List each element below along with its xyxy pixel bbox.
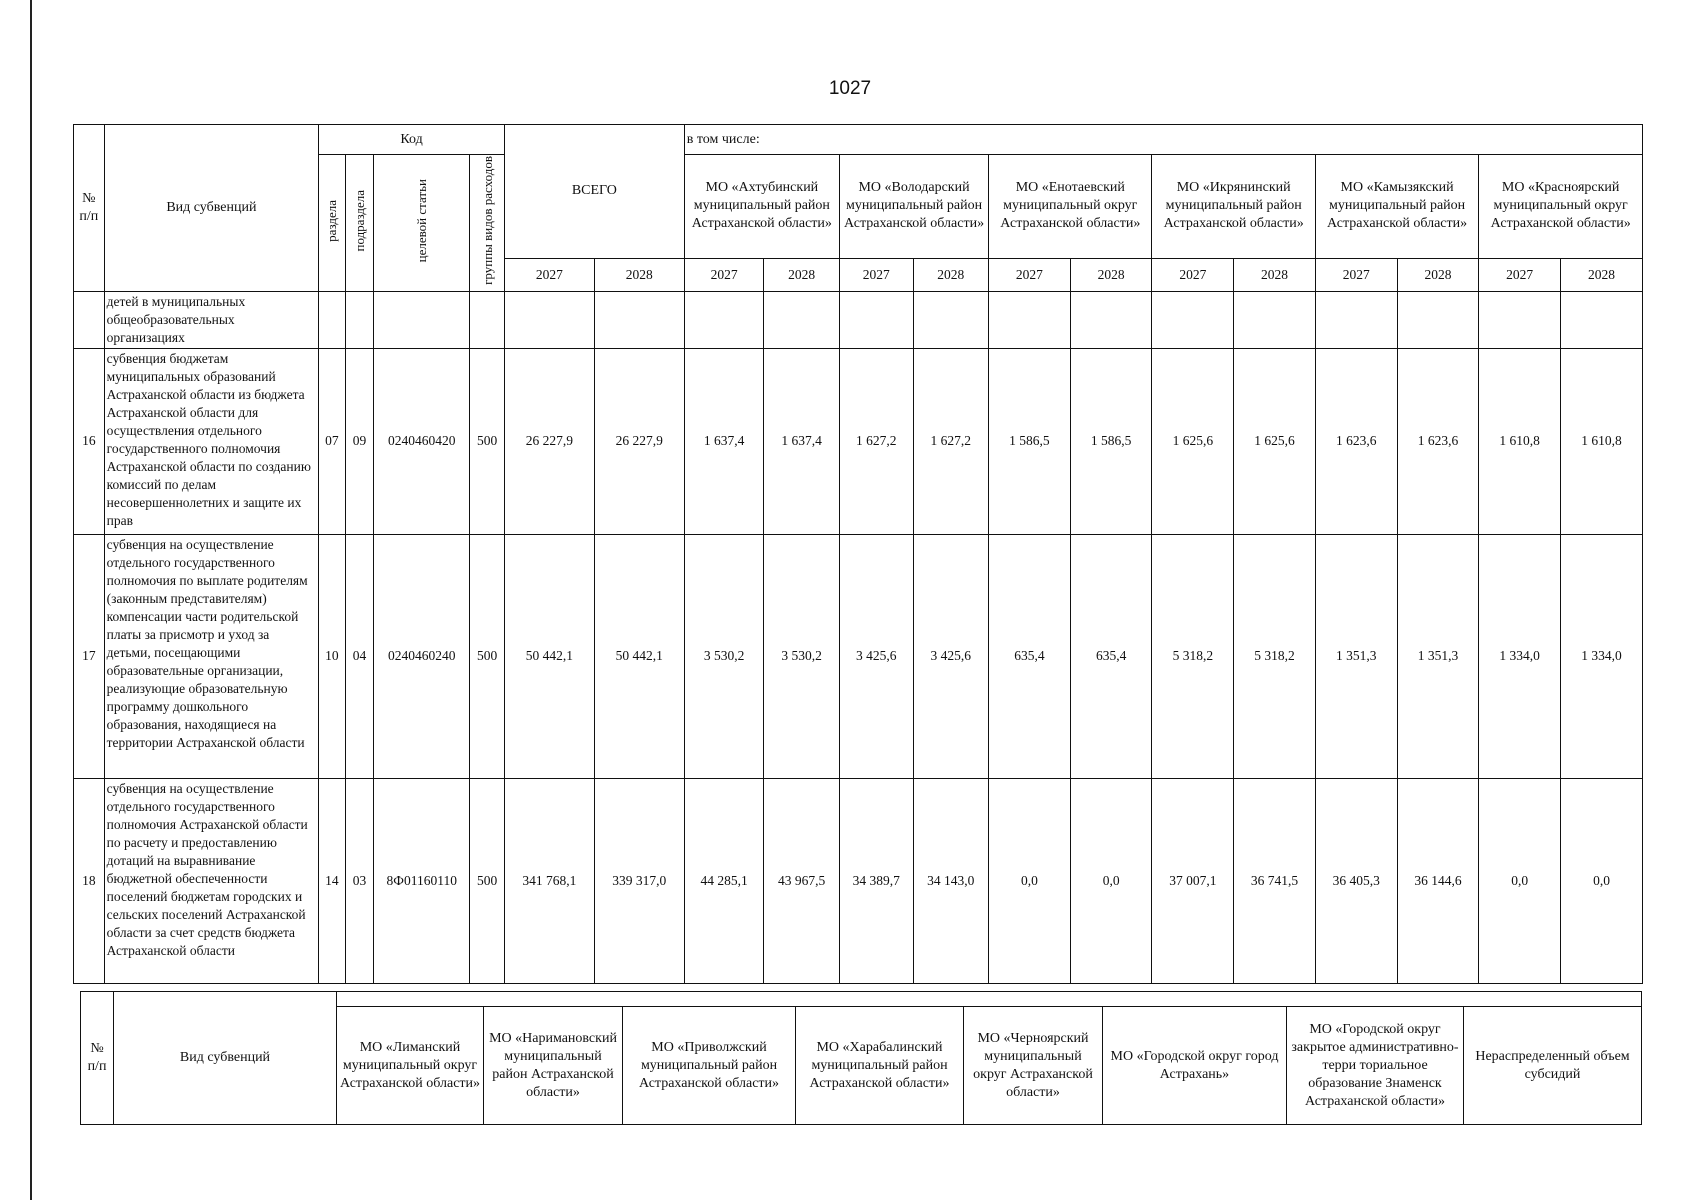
value-cell: 0,0 [1070,778,1152,983]
col-header-num: № п/п [74,125,105,292]
municipality-header: МО «Наримановский муниципальный район Астраханской области» [484,1007,623,1125]
table-row [74,348,1643,534]
row-section: 14 [319,778,346,983]
value-cell: 1 610,8 [1561,348,1643,534]
value-cell: 1 623,6 [1397,348,1479,534]
row-section: 10 [319,534,346,778]
row-target: 0240460420 [374,348,470,534]
year-header: 2028 [1397,258,1479,291]
value-cell: 36 741,5 [1234,778,1316,983]
value-cell: 0,0 [1479,778,1561,983]
col-header-type: Вид субвенций [104,125,318,292]
row-group: 500 [470,778,505,983]
value-cell: 50 442,1 [594,534,684,778]
municipality-header: МО «Городской округ город Астрахань» [1103,1007,1287,1125]
continuation-text: детей в муниципальных общеобразовательных организациях [104,291,318,348]
municipality-header: МО «Городской округ закрытое административно-терри ториальное образование Знаменск Астраханской области» [1287,1007,1464,1125]
year-header: 2028 [1561,258,1643,291]
value-cell: 3 425,6 [913,534,989,778]
year-header: 2027 [504,258,594,291]
year-header: 2028 [764,258,840,291]
value-cell: 1 334,0 [1479,534,1561,778]
value-cell: 635,4 [989,534,1071,778]
value-cell: 5 318,2 [1234,534,1316,778]
municipality-header: МО «Енотаевский муниципальный округ Астраханской области» [989,155,1152,259]
row-group: 500 [470,348,505,534]
year-header: 2027 [1152,258,1234,291]
page-number: 1027 [828,78,872,99]
value-cell: 0,0 [989,778,1071,983]
row-section: 07 [319,348,346,534]
year-header: 2027 [1479,258,1561,291]
value-cell: 3 530,2 [764,534,840,778]
header-strip-row [81,992,1642,1007]
year-header: 2028 [1234,258,1316,291]
municipality-header: МО «Харабалинский муниципальный район Астраханской области» [796,1007,964,1125]
value-cell: 1 625,6 [1234,348,1316,534]
col-header-including: в том числе: [684,125,1642,155]
municipality-header: МО «Икрянинский муниципальный район Астраханской области» [1152,155,1315,259]
value-cell: 1 334,0 [1561,534,1643,778]
col-header-expense-group: группы видов расходов [470,155,505,292]
binding-edge-line [30,0,32,1200]
value-cell: 1 351,3 [1315,534,1397,778]
year-header: 2027 [989,258,1071,291]
value-cell: 3 425,6 [839,534,913,778]
value-cell: 1 637,4 [764,348,840,534]
col-header-section: раздела [319,155,346,292]
value-cell: 37 007,1 [1152,778,1234,983]
value-cell: 3 530,2 [684,534,764,778]
unallocated-volume-header: Нераспределенный объем субсидий [1464,1007,1642,1125]
col-header-target: целевой статьи [374,155,470,292]
value-cell: 26 227,9 [504,348,594,534]
value-cell: 36 405,3 [1315,778,1397,983]
subvention-table-second [80,991,1642,1125]
value-cell: 1 586,5 [989,348,1071,534]
value-cell: 1 627,2 [839,348,913,534]
municipality-header: МО «Ахтубинский муниципальный район Астраханской области» [684,155,839,259]
header-row-1 [74,125,1643,155]
value-cell: 36 144,6 [1397,778,1479,983]
row-group: 500 [470,534,505,778]
value-cell: 0,0 [1561,778,1643,983]
value-cell: 1 637,4 [684,348,764,534]
row-description: субвенция бюджетам муниципальных образований Астраханской области из бюджета Астраханской области для осуществления отдельного государственного полномочия Астраханской области по созданию комиссий по делам несовершеннолетних и защите их прав [104,348,318,534]
value-cell: 50 442,1 [504,534,594,778]
municipality-header: МО «Черноярский муниципальный округ Астраханской области» [964,1007,1103,1125]
col-header-total: ВСЕГО [504,125,684,259]
row-subsection: 09 [345,348,374,534]
year-header: 2028 [913,258,989,291]
year-header: 2028 [1070,258,1152,291]
value-cell: 1 351,3 [1397,534,1479,778]
value-cell: 1 586,5 [1070,348,1152,534]
value-cell: 5 318,2 [1152,534,1234,778]
continuation-row [74,291,1643,348]
value-cell: 1 623,6 [1315,348,1397,534]
value-cell: 339 317,0 [594,778,684,983]
row-target: 0240460240 [374,534,470,778]
col-header-code: Код [319,125,505,155]
value-cell: 635,4 [1070,534,1152,778]
row-description: субвенция на осуществление отдельного государственного полномочия Астраханской области по расчету и предоставлению дотаций на выравнивание бюджетной обеспеченности поселений бюджетам городских и сельских поселений Астраханской области за счет средств бюджета Астраханской области [104,778,318,983]
col-header-type: Вид субвенций [114,992,337,1125]
row-subsection: 04 [345,534,374,778]
value-cell: 1 625,6 [1152,348,1234,534]
municipality-header: МО «Приволжский муниципальный район Астраханской области» [623,1007,796,1125]
municipality-header: МО «Красноярский муниципальный округ Астраханской области» [1479,155,1643,259]
year-header: 2027 [839,258,913,291]
value-cell: 43 967,5 [764,778,840,983]
row-target: 8Ф01160110 [374,778,470,983]
year-header: 2027 [684,258,764,291]
municipality-header: МО «Лиманский муниципальный округ Астраханской области» [337,1007,484,1125]
row-subsection: 03 [345,778,374,983]
year-header: 2028 [594,258,684,291]
municipality-header: МО «Камызякский муниципальный район Астраханской области» [1315,155,1478,259]
value-cell: 1 627,2 [913,348,989,534]
table-row [74,778,1643,983]
year-header: 2027 [1315,258,1397,291]
row-number: 16 [74,348,105,534]
value-cell: 34 389,7 [839,778,913,983]
row-description: субвенция на осуществление отдельного государственного полномочия по выплате родителям (законным представителям) компенсации части родительской платы за присмотр и уход за детьми, посещающими образовательные организации, реализующие образовательную программу дошкольного образования, находящиеся на территории Астраханской области [104,534,318,778]
municipality-header: МО «Володарский муниципальный район Астраханской области» [839,155,988,259]
subvention-table-main [73,124,1643,984]
value-cell: 44 285,1 [684,778,764,983]
value-cell: 341 768,1 [504,778,594,983]
col-header-subsection: подраздела [345,155,374,292]
row-number: 17 [74,534,105,778]
table-row [74,534,1643,778]
value-cell: 34 143,0 [913,778,989,983]
row-number: 18 [74,778,105,983]
value-cell: 1 610,8 [1479,348,1561,534]
value-cell: 26 227,9 [594,348,684,534]
col-header-num: № п/п [81,992,114,1125]
